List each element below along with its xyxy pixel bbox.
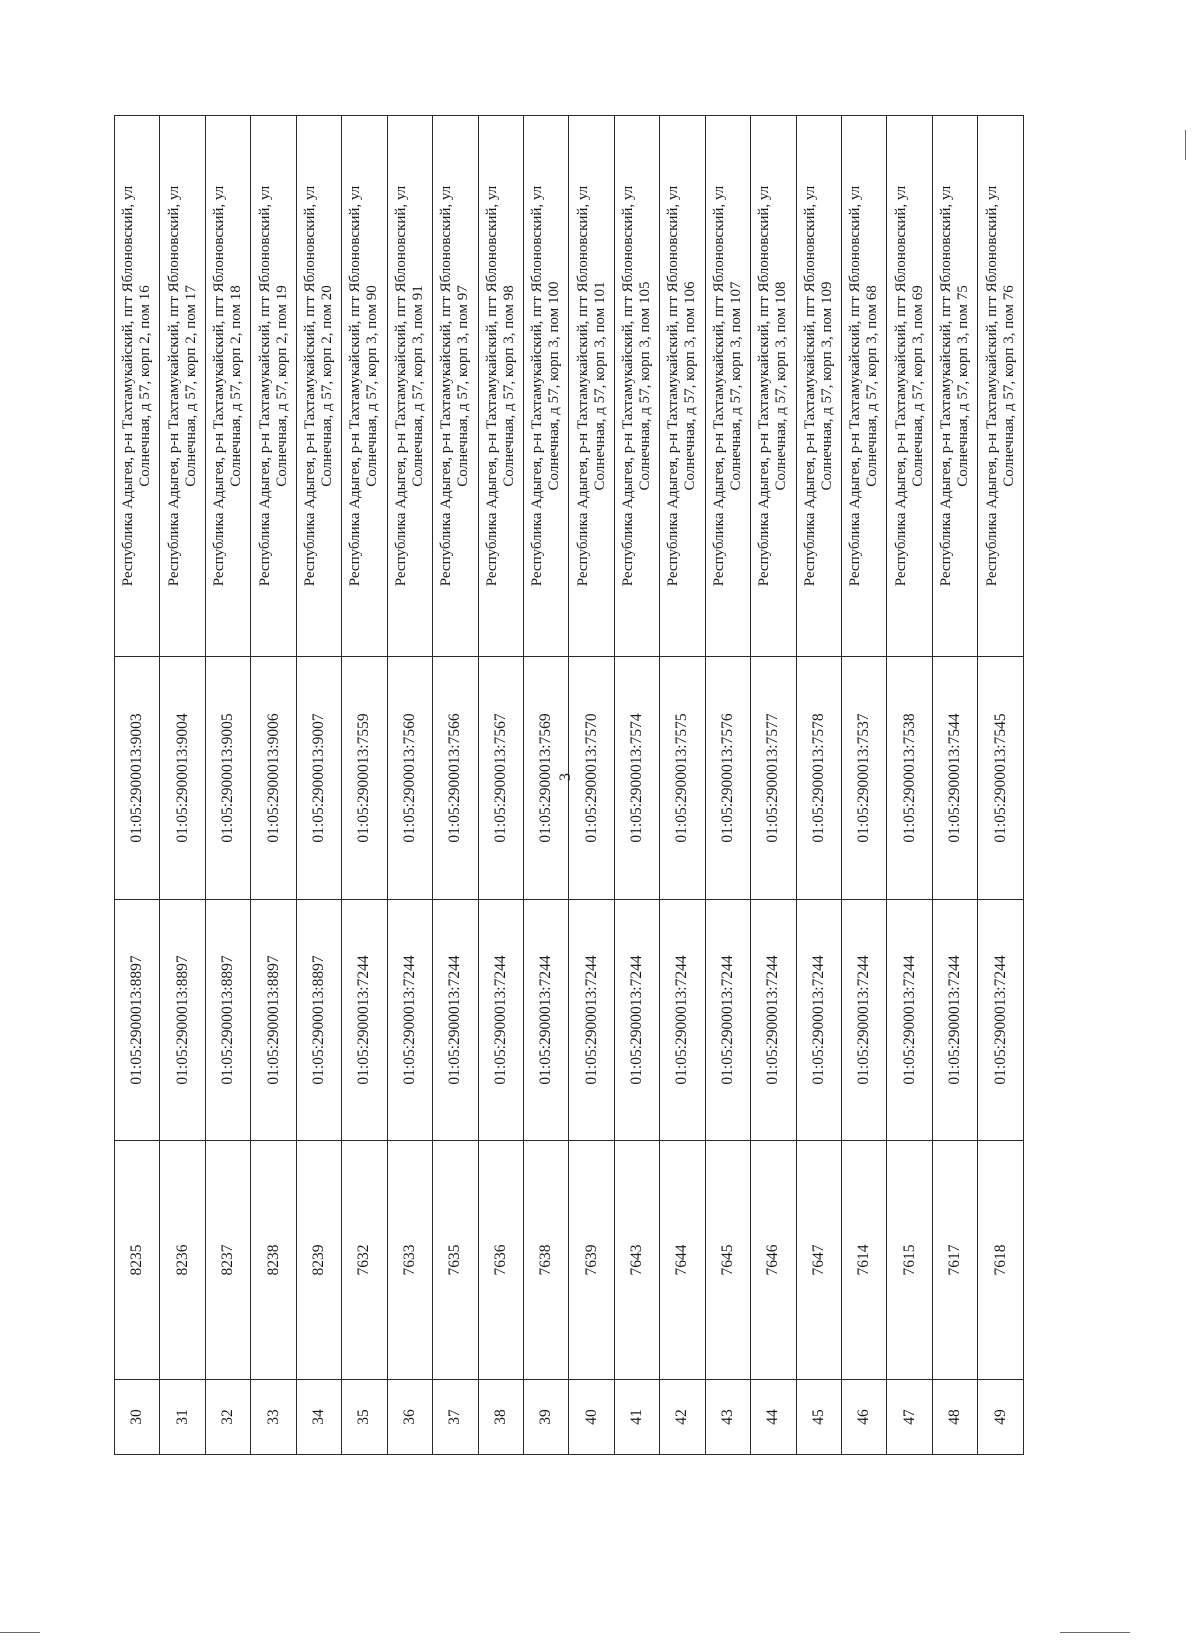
parent-cadastral-cell: 01:05:2900013:7244 [932, 900, 977, 1141]
parent-cadastral-cell: 01:05:2900013:7244 [978, 900, 1024, 1141]
table-row [205, 116, 250, 1455]
address-line-2: Солнечная, д 57, корп 2, пом 18 [228, 285, 245, 487]
object-id-cell: 8238 [251, 1141, 296, 1380]
object-id-cell: 7639 [569, 1141, 614, 1380]
object-id-cell: 7633 [387, 1141, 432, 1380]
parent-cadastral-cell: 01:05:2900013:7244 [842, 900, 887, 1141]
object-id-cell: 7632 [342, 1141, 387, 1380]
address-cell [932, 116, 977, 657]
row-number-cell: 47 [887, 1380, 932, 1455]
object-id-cell: 7643 [614, 1141, 659, 1380]
address-line-2: Солнечная, д 57, корп 3, пом 97 [455, 285, 472, 487]
address-cell [251, 116, 296, 657]
object-id-cell: 8236 [160, 1141, 205, 1380]
row-number-cell: 31 [160, 1380, 205, 1455]
address-cell [660, 116, 705, 657]
page-number: 3 [557, 773, 574, 781]
address-line-2: Солнечная, д 57, корп 2, пом 17 [182, 285, 199, 487]
address-line-2: Солнечная, д 57, корп 3, пом 68 [864, 285, 881, 487]
address-cell [705, 116, 750, 657]
cadastral-number-cell: 01:05:2900013:7545 [978, 657, 1024, 900]
row-number-cell: 46 [842, 1380, 887, 1455]
row-number-cell: 40 [569, 1380, 614, 1455]
object-id-cell: 7647 [796, 1141, 841, 1380]
parent-cadastral-cell: 01:05:2900013:7244 [614, 900, 659, 1141]
address-line-1: Республика Адыгея, р-н Тахтамукайский, пгт Яблоновский, ул [211, 185, 228, 587]
parent-cadastral-cell: 01:05:2900013:8897 [160, 900, 205, 1141]
table-row [251, 116, 296, 1455]
row-number-cell: 49 [978, 1380, 1024, 1455]
row-number-cell: 35 [342, 1380, 387, 1455]
table-row [842, 116, 887, 1455]
address-line-2: Солнечная, д 57, корп 3, пом 91 [409, 285, 426, 487]
table-row [296, 116, 341, 1455]
address-line-1: Республика Адыгея, р-н Тахтамукайский, пгт Яблоновский, ул [847, 185, 864, 587]
row-number-cell: 41 [614, 1380, 659, 1455]
cadastral-number-cell: 01:05:2900013:7574 [614, 657, 659, 900]
address-line-1: Республика Адыгея, р-н Тахтамукайский, пгт Яблоновский, ул [165, 185, 182, 587]
address-line-1: Республика Адыгея, р-н Тахтамукайский, пгт Яблоновский, ул [801, 185, 818, 587]
parent-cadastral-cell: 01:05:2900013:8897 [251, 900, 296, 1141]
cadastral-number-cell: 01:05:2900013:7578 [796, 657, 841, 900]
registry-table-body [115, 116, 1024, 1455]
object-id-cell: 8237 [205, 1141, 250, 1380]
parent-cadastral-cell: 01:05:2900013:7244 [796, 900, 841, 1141]
row-number-cell: 43 [705, 1380, 750, 1455]
scan-artifact [1060, 1632, 1130, 1633]
address-line-2: Солнечная, д 57, корп 3, пом 76 [1000, 285, 1017, 487]
cadastral-number-cell: 01:05:2900013:9006 [251, 657, 296, 900]
cadastral-number-cell: 01:05:2900013:7567 [478, 657, 523, 900]
table-row [433, 116, 478, 1455]
table-row [387, 116, 432, 1455]
object-id-cell: 7644 [660, 1141, 705, 1380]
address-line-2: Солнечная, д 57, корп 2, пом 20 [318, 285, 335, 487]
object-id-cell: 8235 [115, 1141, 160, 1380]
row-number-cell: 33 [251, 1380, 296, 1455]
object-id-cell: 7646 [751, 1141, 796, 1380]
row-number-cell: 37 [433, 1380, 478, 1455]
parent-cadastral-cell: 01:05:2900013:7244 [387, 900, 432, 1141]
address-line-2: Солнечная, д 57, корп 3, пом 107 [727, 281, 744, 491]
address-cell [887, 116, 932, 657]
address-cell [115, 116, 160, 657]
address-line-2: Солнечная, д 57, корп 3, пом 108 [773, 281, 790, 491]
table-row [160, 116, 205, 1455]
address-cell [433, 116, 478, 657]
parent-cadastral-cell: 01:05:2900013:8897 [205, 900, 250, 1141]
object-id-cell: 7635 [433, 1141, 478, 1380]
table-row [523, 116, 568, 1455]
object-id-cell: 7615 [887, 1141, 932, 1380]
row-number-cell: 36 [387, 1380, 432, 1455]
scan-artifact [0, 1632, 40, 1633]
parent-cadastral-cell: 01:05:2900013:8897 [296, 900, 341, 1141]
cadastral-number-cell: 01:05:2900013:7544 [932, 657, 977, 900]
row-number-cell: 44 [751, 1380, 796, 1455]
address-line-2: Солнечная, д 57, корп 3, пом 101 [591, 281, 608, 491]
address-cell [342, 116, 387, 657]
row-number-cell: 38 [478, 1380, 523, 1455]
address-line-1: Республика Адыгея, р-н Тахтамукайский, пгт Яблоновский, ул [938, 185, 955, 587]
parent-cadastral-cell: 01:05:2900013:7244 [342, 900, 387, 1141]
cadastral-number-cell: 01:05:2900013:7537 [842, 657, 887, 900]
cadastral-number-cell: 01:05:2900013:7560 [387, 657, 432, 900]
rotated-registry-table [114, 115, 1024, 1455]
row-number-cell: 42 [660, 1380, 705, 1455]
object-id-cell: 7617 [932, 1141, 977, 1380]
cadastral-number-cell: 01:05:2900013:7566 [433, 657, 478, 900]
address-line-1: Республика Адыгея, р-н Тахтамукайский, пгт Яблоновский, ул [301, 185, 318, 587]
table-row [569, 116, 614, 1455]
address-cell [160, 116, 205, 657]
cadastral-number-cell: 01:05:2900013:7576 [705, 657, 750, 900]
object-id-cell: 7614 [842, 1141, 887, 1380]
address-line-1: Республика Адыгея, р-н Тахтамукайский, пгт Яблоновский, ул [665, 185, 682, 587]
address-line-1: Республика Адыгея, р-н Тахтамукайский, пгт Яблоновский, ул [529, 185, 546, 587]
address-cell [205, 116, 250, 657]
object-id-cell: 7645 [705, 1141, 750, 1380]
row-number-cell: 45 [796, 1380, 841, 1455]
address-line-1: Республика Адыгея, р-н Тахтамукайский, пгт Яблоновский, ул [710, 185, 727, 587]
address-cell [569, 116, 614, 657]
table-row [751, 116, 796, 1455]
address-line-1: Республика Адыгея, р-н Тахтамукайский, пгт Яблоновский, ул [256, 185, 273, 587]
address-line-2: Солнечная, д 57, корп 2, пом 16 [137, 285, 154, 487]
cadastral-number-cell: 01:05:2900013:7577 [751, 657, 796, 900]
cadastral-number-cell: 01:05:2900013:7569 [523, 657, 568, 900]
cadastral-number-cell: 01:05:2900013:7570 [569, 657, 614, 900]
address-line-2: Солнечная, д 57, корп 3, пом 69 [909, 285, 926, 487]
address-line-1: Республика Адыгея, р-н Тахтамукайский, пгт Яблоновский, ул [392, 185, 409, 587]
table-row [614, 116, 659, 1455]
row-number-cell: 32 [205, 1380, 250, 1455]
scan-artifact [1185, 130, 1186, 160]
address-line-2: Солнечная, д 57, корп 3, пом 75 [955, 285, 972, 487]
table-row [887, 116, 932, 1455]
table-row [660, 116, 705, 1455]
row-number-cell: 48 [932, 1380, 977, 1455]
cadastral-number-cell: 01:05:2900013:9004 [160, 657, 205, 900]
table-row [705, 116, 750, 1455]
table-row [932, 116, 977, 1455]
table-row [478, 116, 523, 1455]
parent-cadastral-cell: 01:05:2900013:7244 [569, 900, 614, 1141]
parent-cadastral-cell: 01:05:2900013:7244 [523, 900, 568, 1141]
cadastral-number-cell: 01:05:2900013:7559 [342, 657, 387, 900]
parent-cadastral-cell: 01:05:2900013:7244 [478, 900, 523, 1141]
address-cell [842, 116, 887, 657]
address-line-1: Республика Адыгея, р-н Тахтамукайский, пгт Яблоновский, ул [438, 185, 455, 587]
row-number-cell: 34 [296, 1380, 341, 1455]
table-row [796, 116, 841, 1455]
table-row [342, 116, 387, 1455]
cadastral-number-cell: 01:05:2900013:9005 [205, 657, 250, 900]
address-line-2: Солнечная, д 57, корп 3, пом 98 [500, 285, 517, 487]
cadastral-number-cell: 01:05:2900013:7575 [660, 657, 705, 900]
address-cell [796, 116, 841, 657]
address-line-1: Республика Адыгея, р-н Тахтамукайский, пгт Яблоновский, ул [574, 185, 591, 587]
address-line-2: Солнечная, д 57, корп 3, пом 105 [637, 281, 654, 491]
address-line-2: Солнечная, д 57, корп 3, пом 106 [682, 281, 699, 491]
row-number-cell: 30 [115, 1380, 160, 1455]
parent-cadastral-cell: 01:05:2900013:7244 [751, 900, 796, 1141]
object-id-cell: 7638 [523, 1141, 568, 1380]
address-cell [978, 116, 1024, 657]
address-line-2: Солнечная, д 57, корп 3, пом 100 [546, 281, 563, 491]
address-line-1: Республика Адыгея, р-н Тахтамукайский, пгт Яблоновский, ул [483, 185, 500, 587]
address-line-2: Солнечная, д 57, корп 2, пом 19 [273, 285, 290, 487]
address-line-1: Республика Адыгея, р-н Тахтамукайский, пгт Яблоновский, ул [756, 185, 773, 587]
row-number-cell: 39 [523, 1380, 568, 1455]
cadastral-number-cell: 01:05:2900013:9007 [296, 657, 341, 900]
address-line-2: Солнечная, д 57, корп 3, пом 90 [364, 285, 381, 487]
table-row [115, 116, 160, 1455]
object-id-cell: 8239 [296, 1141, 341, 1380]
parent-cadastral-cell: 01:05:2900013:7244 [887, 900, 932, 1141]
address-line-1: Республика Адыгея, р-н Тахтамукайский, пгт Яблоновский, ул [983, 185, 1000, 587]
address-line-2: Солнечная, д 57, корп 3, пом 109 [818, 281, 835, 491]
cadastral-number-cell: 01:05:2900013:7538 [887, 657, 932, 900]
registry-table [114, 115, 1024, 1455]
parent-cadastral-cell: 01:05:2900013:7244 [433, 900, 478, 1141]
object-id-cell: 7618 [978, 1141, 1024, 1380]
address-cell [478, 116, 523, 657]
parent-cadastral-cell: 01:05:2900013:7244 [705, 900, 750, 1141]
address-line-1: Республика Адыгея, р-н Тахтамукайский, пгт Яблоновский, ул [120, 185, 137, 587]
cadastral-number-cell: 01:05:2900013:9003 [115, 657, 160, 900]
address-line-1: Республика Адыгея, р-н Тахтамукайский, пгт Яблоновский, ул [892, 185, 909, 587]
parent-cadastral-cell: 01:05:2900013:8897 [115, 900, 160, 1141]
address-cell [296, 116, 341, 657]
address-cell [614, 116, 659, 657]
address-cell [523, 116, 568, 657]
address-line-1: Республика Адыгея, р-н Тахтамукайский, пгт Яблоновский, ул [620, 185, 637, 587]
address-cell [387, 116, 432, 657]
table-row [978, 116, 1024, 1455]
object-id-cell: 7636 [478, 1141, 523, 1380]
address-line-1: Республика Адыгея, р-н Тахтамукайский, пгт Яблоновский, ул [347, 185, 364, 587]
address-cell [751, 116, 796, 657]
parent-cadastral-cell: 01:05:2900013:7244 [660, 900, 705, 1141]
